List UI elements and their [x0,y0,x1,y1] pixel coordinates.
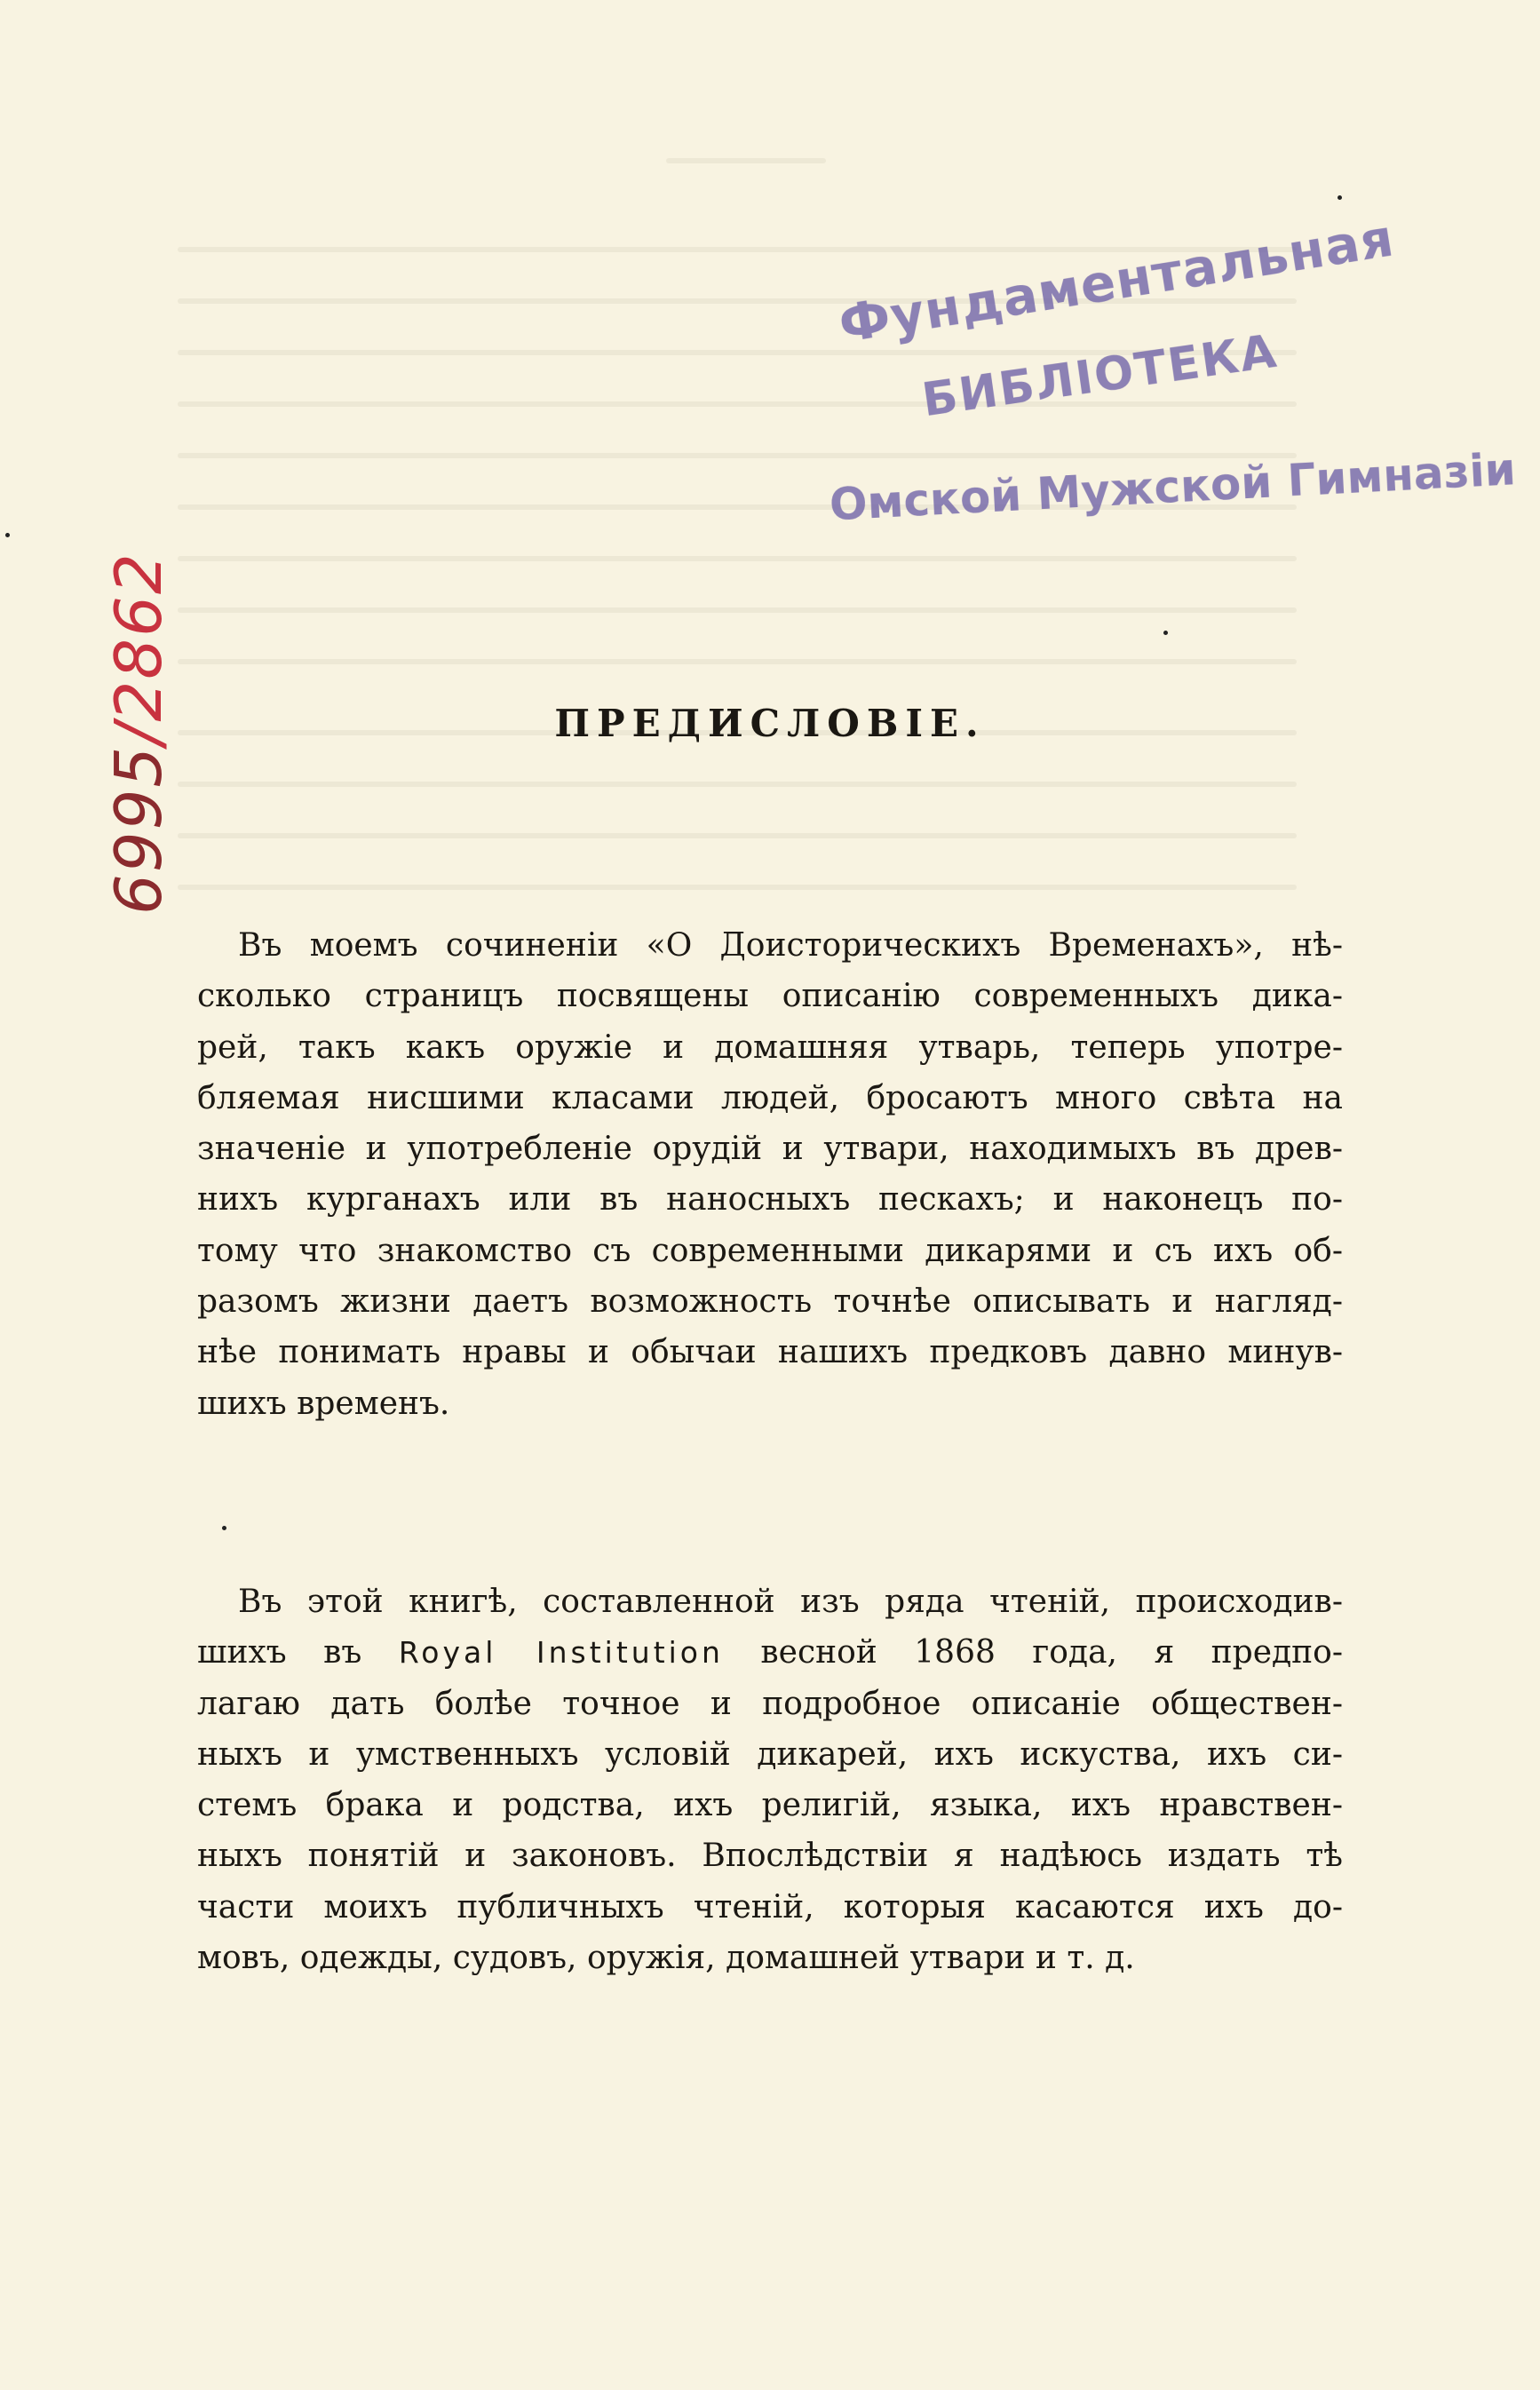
ink-speck [1338,195,1342,200]
text-line: нѣе понимать нравы и обычаи нашихъ предковъ давно минув- [197,1334,1343,1371]
text-line: Въ этой книгѣ, составленной изъ ряда чтенiй, происходив- [238,1584,1343,1620]
text-line: мовъ, одежды, судовъ, оружiя, домашней утвари и т. д. [197,1940,1135,1977]
bleed-through-line [178,607,1297,613]
bleed-through-line [178,453,1297,458]
ink-speck [1163,631,1168,635]
handwritten-shelfmark: 6995/2862 [101,552,176,915]
spaced-english-phrase: Royal Institution [398,1635,724,1671]
text-line: Въ моемъ сочиненiи «О Доисторическихъ Временахъ», нѣ- [238,927,1343,964]
page-title: ПРЕДИСЛОВIЕ. [554,702,986,745]
ink-speck [5,533,10,537]
stamp-line-2: БИБЛIОТЕКА [918,324,1282,428]
text-line [197,1627,1343,1678]
text-line: сколько страницъ посвящены описанiю современныхъ дика- [197,978,1343,1015]
bleed-through-line [178,833,1297,838]
bleed-through-line [178,782,1297,787]
shelfmark-number: 6995 [101,744,176,915]
paragraph-2 [197,1576,1343,1983]
bleed-through-line [666,158,826,163]
text-line: ныхъ и умственныхъ условiй дикарей, ихъ искуства, ихъ си- [197,1735,1343,1773]
text-line-suffix: весной 1868 года, я предпо- [760,1634,1343,1671]
text-line: нихъ курганахъ или въ наносныхъ пескахъ; и наконецъ по- [197,1181,1343,1219]
text-line: шихъ временъ. [197,1385,450,1422]
stamp-line-1: Фундаментальная [834,207,1399,355]
text-line: бляемая нисшими класами людей, бросаютъ много свѣта на [197,1079,1343,1116]
text-line: стемъ брака и родства, ихъ религiй, языка, ихъ нравствен- [197,1787,1343,1824]
text-line: ныхъ понятiй и законовъ. Впослѣдствiи я надѣюсь издать тѣ [197,1838,1343,1875]
bleed-through-line [178,659,1297,664]
stamp-line-3: Омской Мужской Гимназiи [828,443,1518,531]
text-line-prefix: шихъ въ [197,1634,362,1671]
bleed-through-line [178,401,1297,407]
paragraph-1 [197,920,1343,1429]
shelfmark-sub: 2862 [101,552,176,722]
ink-speck [222,1526,226,1530]
bleed-through-line [178,885,1297,890]
text-line: разомъ жизни даетъ возможность точнѣе описывать и нагляд- [197,1283,1343,1321]
text-line: тому что знакомство съ современными дикарями и съ ихъ об- [197,1232,1343,1269]
text-line: лагаю дать болѣе точное и подробное описанiе обществен- [197,1685,1343,1722]
bleed-through-line [178,556,1297,561]
text-line: части моихъ публичныхъ чтенiй, которыя касаются ихъ до- [197,1888,1343,1925]
text-line: рей, такъ какъ оружiе и домашняя утварь, теперь употре- [197,1028,1343,1066]
text-line: значенiе и употребленiе орудiй и утвари, находимыхъ въ древ- [197,1131,1343,1168]
